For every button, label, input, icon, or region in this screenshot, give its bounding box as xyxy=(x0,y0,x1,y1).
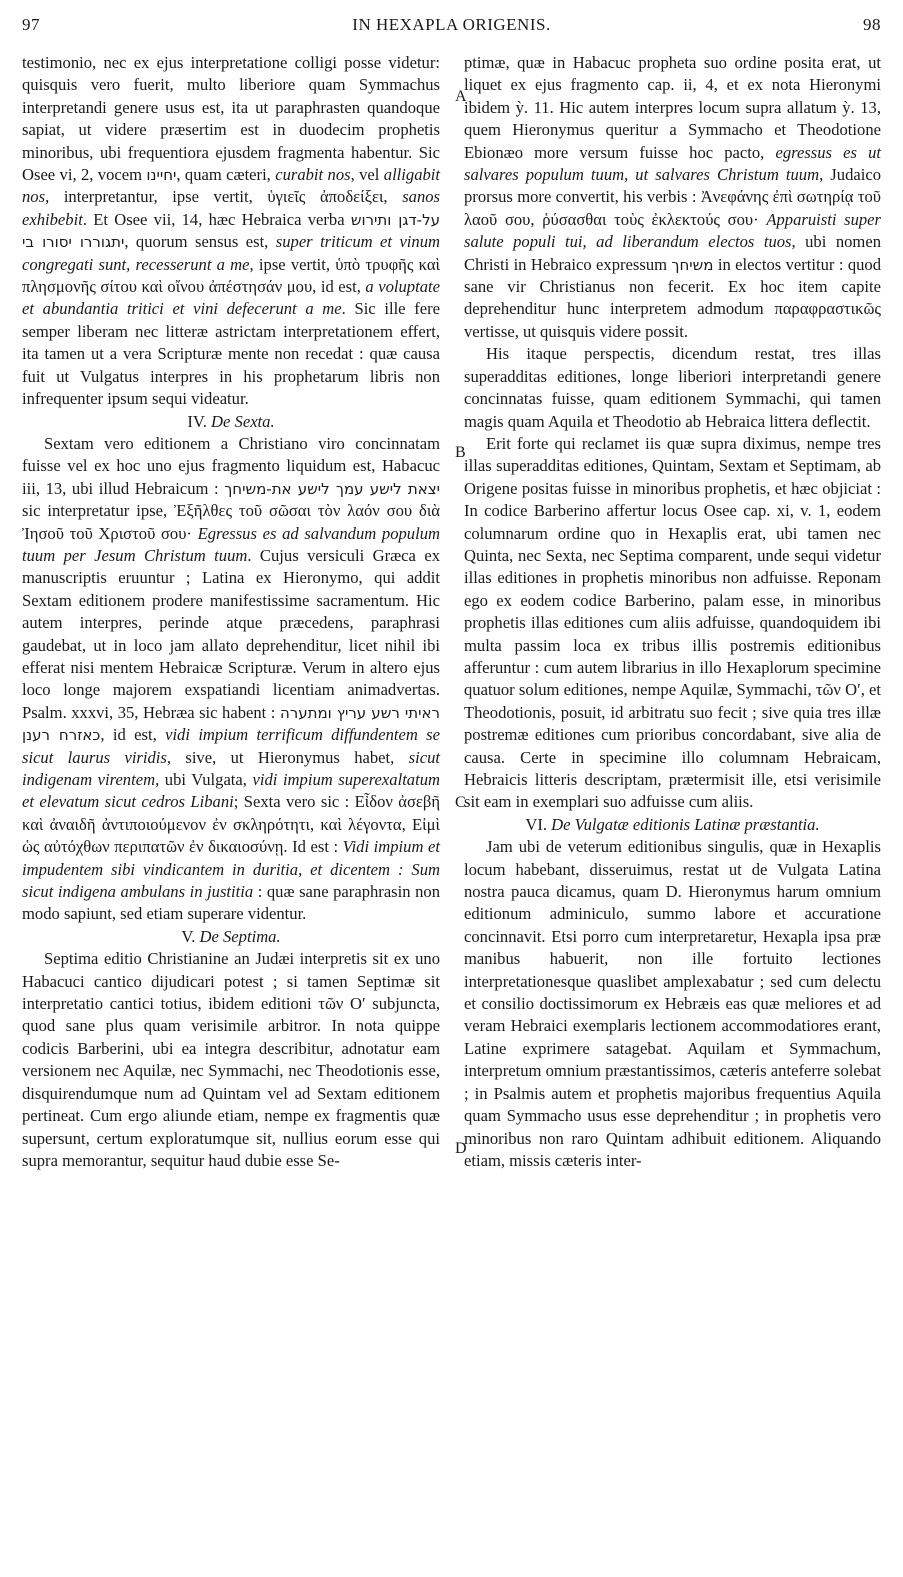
text: . Cujus versiculi Græca ex manuscriptis eruuntur ; Latina ex Hieronymo, qui addit Sextam editionem prodere manifestissime sacramentum. Hic autem interpres, perinde atque præcedens, paraphrasi gaudebat, ut in loco jam allato deprehenditur, licet nihil ibi efferat nisi mentem Hebraicæ Scripturæ. Verum in altero ejus loco longe majorem exspatiandi licentiam animadvertas. Psalm. xxxvi, 35, Hebræa sic habent : xyxy=(22,545,440,722)
text: , vel xyxy=(350,165,384,185)
section-heading-iv xyxy=(22,411,440,433)
italic-text: alligabit nos xyxy=(22,165,441,207)
italic-text: vidi impium superexaltatum et elevatum sicut cedros Libani xyxy=(22,770,440,812)
paragraph: His itaque perspectis, dicendum restat, tres illas superadditas editiones, longe liberiori interpretandi genere concinnatas fuisse, quam editionem Symmachi, qui tamen magis quam Aquila et Theodotio ab Hebraica littera deflectit. xyxy=(464,344,881,431)
text: ptimæ, quæ in Habacuc propheta suo ordine posita erat, ut liquet ex ejus fragmento cap. ii, 4, et ex nota Hieronymi ibidem ỳ. 11. Hic autem interpres locum supra allatum ỳ. 13, quem Hieronymus queritur a Symmacho et Theodotione Ebionæo more versum fuisse hoc pacto, xyxy=(464,53,881,162)
margin-letter-d: D xyxy=(455,1140,467,1157)
hebrew-text: יחיינו xyxy=(146,166,177,185)
hebrew-text: על-דגן ותירוש יתגוררו יסורו בי xyxy=(22,210,440,252)
heading-number: IV. xyxy=(187,411,212,431)
margin-letter-a: A xyxy=(455,88,467,105)
text: . Sic ille fere semper liberam nec litteræ astrictam interpretationem effert, ita tamen ut a vera Scripturæ mente non recedat : quæ causa fuit ut Vulgatus interpres in his prophetarum libris non infrequenter ipsum sequi videatur. xyxy=(22,299,440,409)
page-number-right: 98 xyxy=(863,15,881,34)
italic-text: egressus es ut salvares populum tuum, ut salvares Christum tuum xyxy=(464,142,881,185)
paragraph xyxy=(22,433,440,926)
hebrew-text: משיחך xyxy=(671,255,714,274)
page-number-left: 97 xyxy=(22,15,40,34)
text: , Judaico prorsus more convertit, his verbis : Ἀνεφάνης ἐπὶ σωτηρίᾳ τοῦ λαοῦ σου, ῥύσασθαι τοὺς ἐκλεκτούς σου· xyxy=(464,165,881,229)
text: , interpretantur, ipse vertit, ὑγιεῖς ἀποδείξει, xyxy=(45,187,403,207)
paragraph xyxy=(22,52,440,411)
text: testimonio, nec ex ejus interpretatione colligi posse videtur: quisquis vero fuerit, multo liberiore quam Symmachus interpretandi genere usus est, ita ut paraphrasten quandoque sapiat, ut videre præsertim est in duodecim prophetis minoribus, ubi frequentiora ejusdem fragmenta habentur. Sic Osee vi, 2, vocem xyxy=(22,53,440,185)
text: : quæ sane paraphrasin non modo sapiunt, sed etiam superare videntur. xyxy=(22,882,440,924)
text: in electos vertitur : quod sane vir Christianus non fecerit. Ex hoc item capite deprehenditur hunc interpretem admodum παραφραστικῶς vertisse, ut quisquis videre possit. xyxy=(464,254,882,341)
section-heading-vi xyxy=(464,814,881,836)
paragraph: Erit forte qui reclamet iis quæ supra diximus, nempe tres illas superadditas editiones, Quintam, Sextam et Septimam, ab Origene positas fuisse in minoribus prophetis, et hæc objiciat : In codice Barberino affertur locus Osee cap. xi, v. 1, eodem columnarum ordine quo in Hexaplis erat, ubi tamen nec Quinta, nec Sexta, nec Septima comparent, unde sequi videtur illas editiones in prophetis minoribus non adfuisse. Reponam ego ex eodem codice Barberino, palam esse, in minoribus prophetis illas editiones cum aliis adfuisse, quandoquidem ibi multa passim loca ex tribus illis postremis editionibus afferuntur : cum autem librarius in illo Hexaplorum specimine quatuor solum editiones, nempe Aquilæ, Symmachi, τῶν Ο′, et Theodotionis, posuit, id arbitratu suo fecit ; sive quia tres illæ postremæ editiones cum prioribus concordabant, sive alia de causa. Certe in specimine illo columnam Hebraicam, Hebraicis litteris descriptam, prætermisit ille, etsi verisimile sit eam in exemplari suo adfuisse cum aliis. xyxy=(464,433,881,812)
margin-letter-c: C xyxy=(455,794,466,811)
text: ; Sexta vero sic : Εἶδον ἀσεβῆ καὶ ἀναιδῆ ἀντιποιούμενον ἐν σκληρότητι, καὶ λέγοντα, Εἰμὶ ὡς αὐτόχθων περιπατῶν ἐν δικαιοσύνῃ. Id est : xyxy=(22,792,441,857)
text: , id est, xyxy=(100,725,166,745)
running-title: IN HEXAPLA ORIGENIS. xyxy=(352,15,551,34)
text: sic interpretatur ipse, Ἐξῆλθες τοῦ σῶσαι τὸν λαόν σου διὰ Ἰησοῦ τοῦ Χριστοῦ σου· xyxy=(22,501,440,543)
italic-text: vidi impium terrificum diffundentem se sicut laurus viridis xyxy=(22,725,441,767)
paragraph xyxy=(464,52,881,343)
italic-text: Egressus es ad salvandum populum tuum per Jesum Christum tuum xyxy=(22,523,440,565)
heading-title: De Septima. xyxy=(199,926,281,946)
text: Sextam vero editionem a Christiano viro concinnatam fuisse vel ex hoc uno ejus fragmento liquidum est, Habacuc iii, 13, ubi illud Hebraicum : xyxy=(22,433,440,498)
text: , ipse vertit, ὑπὸ τρυφῆς καὶ πλησμονῆς σίτου καὶ οἴνου ἀπέστησάν μου, id est, xyxy=(22,254,440,297)
heading-number: V. xyxy=(181,926,200,946)
heading-number: VI. xyxy=(525,814,552,834)
running-header xyxy=(22,14,881,38)
text: , sive, ut Hieronymus habet, xyxy=(166,747,409,767)
paragraph: Jam ubi de veterum editionibus singulis, quæ in Hexaplis locum habebant, disseruimus, restat ut de Vulgata Latina nostra pauca dicamus, quam D. Hieronymus harum omnium editionum adminiculo, summo labore et accuratione concinnavit. Etsi porro cum interpretaretur, Hexapla ipsa præ manibus habuerit, non ille fortuito lectiones interpretationesque quaslibet amplexabatur ; sed cum delectu et consilio doctissimorum ex Hebræis eas quæ meliores et ad veram Hebraici exemplaris lectionem accommodatiores erant, Latine exprimere satagebat. Aquilam et Symmachum, interpretum omnium præstantissimos, cæteris anteferre solebat ; in Psalmis autem et prophetis majoribus frequentius Aquila quam Symmacho usus esse deprehenditur ; in prophetis vero minoribus non raro Quintam adhibuit editionem. Aliquando etiam, missis cæteris inter- xyxy=(464,837,881,1170)
italic-text: a voluptate et abundantia tritici et vini defecerunt a me xyxy=(22,277,440,319)
hebrew-text: יצאת לישע עמך לישע את-משיחך xyxy=(224,479,440,498)
right-column xyxy=(464,52,881,1172)
heading-title: De Vulgatæ editionis Latinæ præstantia. xyxy=(551,814,820,834)
text: , ubi Vulgata, xyxy=(155,770,253,789)
text: , quam cæteri, xyxy=(176,165,276,185)
italic-text: Vidi impium et impudentem sibi vindicantem in duritia, et dicentem : Sum sicut indigena ambulans in justitia xyxy=(22,837,440,902)
heading-title: De Sexta. xyxy=(211,411,275,431)
hebrew-text: ראיתי רשע עריץ ומתערה כאזרח רענן xyxy=(22,703,440,745)
italic-text: curabit nos xyxy=(275,165,351,185)
italic-text: super triticum et vinum congregati sunt, recesserunt a me xyxy=(22,232,440,274)
text: , quorum sensus est, xyxy=(124,232,276,252)
section-heading-v xyxy=(22,926,440,948)
margin-letter-b: B xyxy=(455,444,466,461)
italic-text: Apparuisti super salute populi tui, ad liberandum electos tuos xyxy=(464,209,881,252)
italic-text: sicut indigenam virentem xyxy=(22,747,440,789)
left-column xyxy=(22,52,440,1172)
italic-text: sanos exhibebit xyxy=(22,187,440,229)
text: , ubi nomen Christi in Hebraico expressum xyxy=(464,232,881,274)
text: . Et Osee vii, 14, hæc Hebraica verba xyxy=(82,209,351,229)
paragraph: Septima editio Christianine an Judæi interpretis sit ex uno Habacuci cantico dijudicari potest ; si tamen Septimæ sit interpretatio cantici totius, ibidem editioni τῶν Ο′ subjuncta, quod sane plus quam verisimile arbitror. In nota quippe codicis Barberini, ubi ea integra describitur, adnotatur eam versionem nec Aquilæ, nec Symmachi, nec Theodotionis esse, disquirendumque num ad Quintam vel ad Sextam editionem pertineat. Cum ergo aliunde etiam, nempe ex fragmentis quæ supersunt, certum exploratumque sit, nullius eorum esse qui supra memorantur, sequitur haud dubie esse Se- xyxy=(22,949,440,1170)
